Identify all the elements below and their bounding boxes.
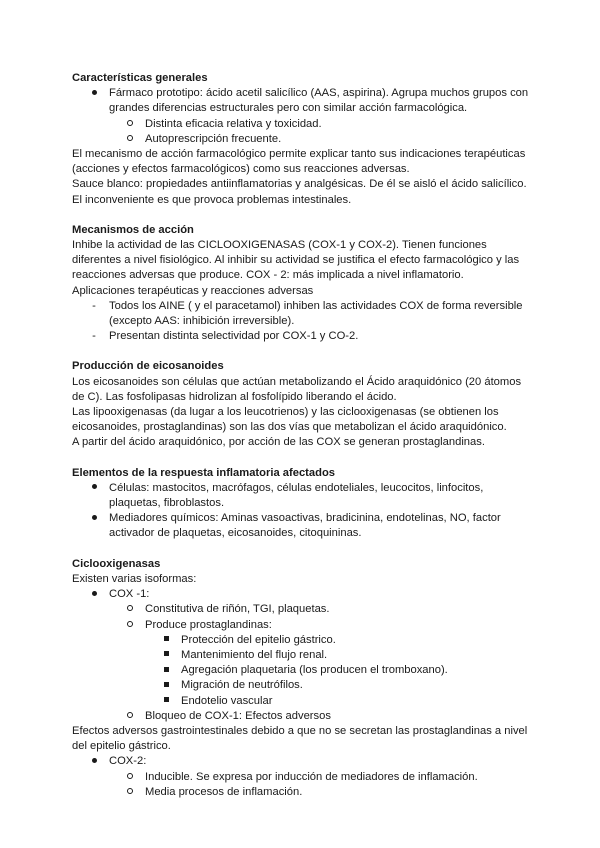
paragraph: Los eicosanoides son células que actúan metabolizando el Ácido araquidónico (20 átomos de C). Las fosfolipasas hidrolizan al fosfolípido liberando el ácido. — [72, 375, 522, 403]
list-item — [72, 602, 532, 617]
paragraph: Inhibe la actividad de las CICLOOXIGENASAS (COX-1 y COX-2). Tienen funciones diferentes a nivel fisiológico. Al inhibir su actividad se justifica el efecto farmacológico y las reacciones adversas que produce. COX - 2: más implicada a nivel inflamatorio. — [72, 239, 520, 282]
list-item-text: Distinta eficacia relativa y toxicidad. — [145, 117, 322, 130]
section-title-mecanismos: Mecanismos de acción — [72, 223, 194, 236]
list-item-text: Protección del epitelio gástrico. — [181, 633, 336, 646]
list-item — [72, 770, 532, 785]
list-item-text: Autoprescripción frecuente. — [145, 132, 282, 145]
bullet-circle-icon — [124, 132, 136, 147]
list-item-text: Constitutiva de riñón, TGI, plaquetas. — [145, 603, 330, 616]
list-item — [72, 785, 532, 800]
list-item — [72, 648, 532, 663]
bullet-square-icon — [160, 678, 172, 693]
section-title-eicosanoides: Producción de eicosanoides — [72, 360, 224, 373]
list-item-text: Mediadores químicos: Aminas vasoactivas, bradicinina, endotelinas, NO, factor activador de plaquetas, eicosanoides, citoquininas. — [109, 512, 501, 540]
list-item-text: Agregación plaquetaria (los producen el tromboxano). — [181, 664, 448, 677]
list-item — [72, 86, 532, 116]
list-item — [72, 299, 532, 329]
list-item — [72, 694, 532, 709]
bullet-disc-icon — [88, 481, 100, 496]
list-item — [72, 587, 532, 602]
paragraph: Existen varias isoformas: — [72, 572, 197, 585]
bullet-circle-icon — [124, 785, 136, 800]
list-item — [72, 618, 532, 633]
list-item-text: Presentan distinta selectividad por COX-1 y CO-2. — [109, 330, 359, 343]
section-title-caracteristicas: Características generales — [72, 72, 208, 84]
list-item-text: Inducible. Se expresa por inducción de mediadores de inflamación. — [145, 770, 478, 783]
list-item — [72, 663, 532, 678]
list-item — [72, 132, 532, 147]
list-item-text: Fármaco prototipo: ácido acetil salicílico (AAS, aspirina). Agrupa muchos grupos con grandes diferencias estructurales pero con similar acción farmacológica. — [109, 87, 529, 115]
paragraph: A partir del ácido araquidónico, por acción de las COX se generan prostaglandinas. — [72, 436, 485, 449]
bullet-square-icon — [160, 663, 172, 678]
list-item — [72, 754, 532, 769]
list-item — [72, 481, 532, 511]
list-item-text: Produce prostaglandinas: — [145, 618, 272, 631]
bullet-dash-icon — [88, 299, 100, 314]
list-item-text: Migración de neutrófilos. — [181, 679, 303, 692]
bullet-circle-icon — [124, 770, 136, 785]
list-item-text: COX-2: — [109, 755, 147, 768]
list-item — [72, 511, 532, 541]
section-title-ciclooxigenasas: Ciclooxigenasas — [72, 557, 161, 570]
paragraph: Aplicaciones terapéuticas y reacciones adversas — [72, 284, 314, 297]
bullet-square-icon — [160, 648, 172, 663]
list-item-text: COX -1: — [109, 588, 150, 601]
list-item-text: Células: mastocitos, macrófagos, células endoteliales, leucocitos, linfocitos, plaquetas, fibroblastos. — [109, 481, 484, 510]
list-item — [72, 329, 532, 344]
paragraph: Las lipooxigenasas (da lugar a los leucotrienos) y las ciclooxigenasas (se obtienen los eicosanoides, prostaglandinas) son las dos vías que metabolizan el ácido araquidónico. — [72, 406, 507, 434]
list-item — [72, 678, 532, 693]
bullet-circle-icon — [124, 117, 136, 132]
list-item-text: Todos los AINE ( y el paracetamol) inhiben las actividades COX de forma reversible (excepto AAS: inhibición irreversible). — [109, 299, 523, 328]
document-page — [72, 71, 532, 800]
bullet-disc-icon — [88, 754, 100, 769]
bullet-disc-icon — [88, 86, 100, 101]
bullet-circle-icon — [124, 618, 136, 633]
list-item-text: Mantenimiento del flujo renal. — [181, 648, 328, 661]
paragraph: Sauce blanco: propiedades antiinflamatorias y analgésicas. De él se aisló el ácido salicílico. El inconveniente es que provoca problemas intestinales. — [72, 178, 527, 206]
bullet-circle-icon — [124, 602, 136, 617]
bullet-square-icon — [160, 633, 172, 648]
list-item-text: Bloqueo de COX-1: Efectos adversos — [145, 709, 331, 722]
bullet-circle-icon — [124, 709, 136, 724]
bullet-square-icon — [160, 694, 172, 709]
list-item-text: Endotelio vascular — [181, 694, 273, 707]
list-item-text: Media procesos de inflamación. — [145, 785, 303, 798]
list-item — [72, 633, 532, 648]
bullet-disc-icon — [88, 511, 100, 526]
bullet-dash-icon — [88, 329, 100, 344]
paragraph: Efectos adversos gastrointestinales debido a que no se secretan las prostaglandinas a nivel del epitelio gástrico. — [72, 724, 528, 753]
list-item — [72, 709, 532, 724]
bullet-disc-icon — [88, 587, 100, 602]
paragraph: El mecanismo de acción farmacológico permite explicar tanto sus indicaciones terapéuticas (acciones y efectos farmacológicos) como sus reacciones adversas. — [72, 148, 526, 176]
section-title-elementos: Elementos de la respuesta inflamatoria afectados — [72, 466, 335, 479]
list-item — [72, 117, 532, 132]
